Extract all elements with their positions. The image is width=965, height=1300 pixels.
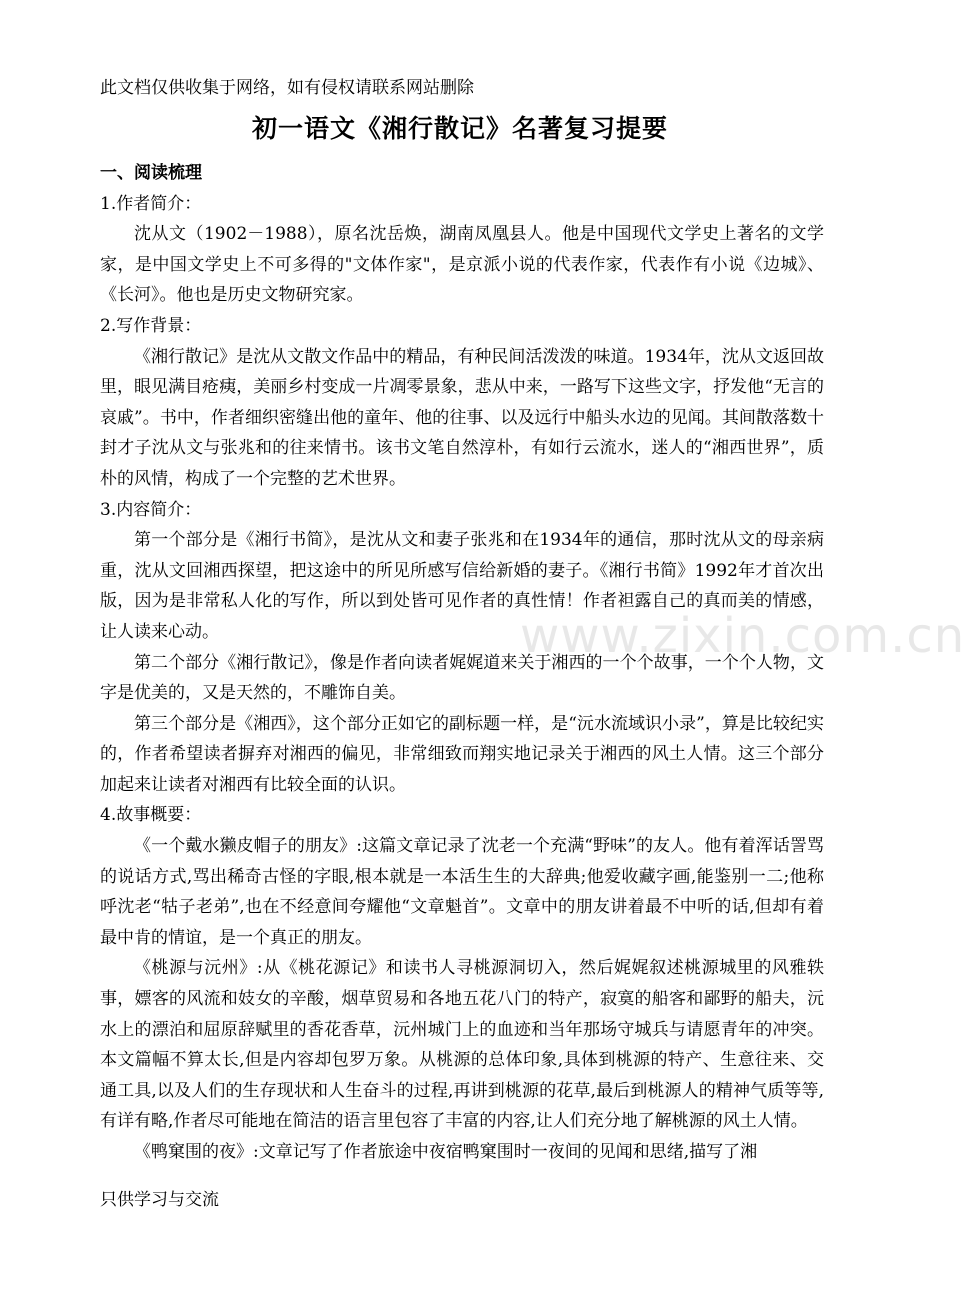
story-paragraph-3: 《鸭窠围的夜》:文章记写了作者旅途中夜宿鸭窠围时一夜间的见闻和思绪,描写了湘 — [134, 1142, 758, 1162]
background-heading: 2.写作背景： — [100, 315, 202, 336]
header-note: 此文档仅供收集于网络，如有侵权请联系网站删除 — [100, 78, 474, 98]
story-heading: 4.故事概要： — [100, 805, 202, 826]
background-paragraph: 《湘行散记》是沈从文散文作品中的精品，有种民间活泼泼的味道。1934年，沈从文返回故里，眼见满目疮痍，美丽乡村变成一片凋零景象，悲从中来，一路写下这些文字，抒发他“无言的哀戚”。书中，作者细织密缝出他的童年、他的往事、以及远行中船头水边的见闻。其间散落数十封才子沈从文与张兆和的往来情书。该书文笔自然淳朴，有如行云流水，迷人的“湘西世界”，质朴的风情，构成了一个完整的艺术世界。 — [100, 346, 824, 489]
footer-note: 只供学习与交流 — [100, 1190, 219, 1210]
document-title: 初一语文《湘行散记》名著复习提要 — [251, 114, 668, 143]
section-heading-reading: 一、阅读梳理 — [100, 163, 202, 183]
content-paragraph-1: 第一个部分是《湘行书简》，是沈从文和妻子张兆和在1934年的通信，那时沈从文的母亲病重，沈从文回湘西探望，把这途中的所见所感写信给新婚的妻子。《湘行书简》1992年才首次出版，因为是非常私人化的写作，所以到处皆可见作者的真性情！作者袒露自己的真而美的情感，让人读来心动。 — [100, 530, 824, 642]
author-paragraph: 沈从文（1902－1988），原名沈岳焕，湖南凤凰县人。他是中国现代文学史上著名的文学家，是中国文学史上不可多得的"文体作家"，是京派小说的代表作家，代表作有小说《边城》、《长河》。他也是历史文物研究家。 — [100, 224, 824, 306]
content-paragraph-3: 第三个部分是《湘西》，这个部分正如它的副标题一样，是“沅水流域识小录”，算是比较纪实的，作者希望读者摒弃对湘西的偏见，非常细致而翔实地记录关于湘西的风土人情。这三个部分加起来让读者对湘西有比较全面的认识。 — [100, 713, 824, 795]
author-heading: 1.作者简介： — [100, 193, 202, 214]
story-paragraph-1: 《一个戴水獭皮帽子的朋友》:这篇文章记录了沈老一个充满“野味”的友人。他有着浑话詈骂的说话方式,骂出稀奇古怪的字眼,根本就是一本活生生的大辞典;他爱收藏字画,能鉴别一二;他称呼沈老“牯子老弟”,也在不经意间夸耀他“文章魁首”。文章中的朋友讲着最不中听的话,但却有着最中肯的情谊，是一个真正的朋友。 — [100, 836, 824, 948]
watermark-text: www.zixin.com.cn — [520, 608, 965, 664]
document-body — [100, 158, 824, 1168]
content-heading: 3.内容简介： — [100, 499, 202, 520]
content-paragraph-2: 第二个部分《湘行散记》，像是作者向读者娓娓道来关于湘西的一个个故事，一个个人物，文字是优美的，又是天然的，不雕饰自美。 — [100, 652, 824, 704]
story-paragraph-2: 《桃源与沅州》:从《桃花源记》和读书人寻桃源洞切入，然后娓娓叙述桃源城里的风雅轶事，嫖客的风流和妓女的辛酸，烟草贸易和各地五花八门的特产，寂寞的船客和鄙野的船夫，沅水上的漂泊和屈原辞赋里的香花香草，沅州城门上的血迹和当年那场守城兵与请愿青年的冲突。本文篇幅不算太长,但是内容却包罗万象。从桃源的总体印象,具体到桃源的特产、生意往来、交通工具,以及人们的生存现状和人生奋斗的过程,再讲到桃源的花草,最后到桃源人的精神气质等等,有详有略,作者尽可能地在简洁的语言里包容了丰富的内容,让人们充分地了解桃源的风土人情。 — [100, 958, 824, 1132]
